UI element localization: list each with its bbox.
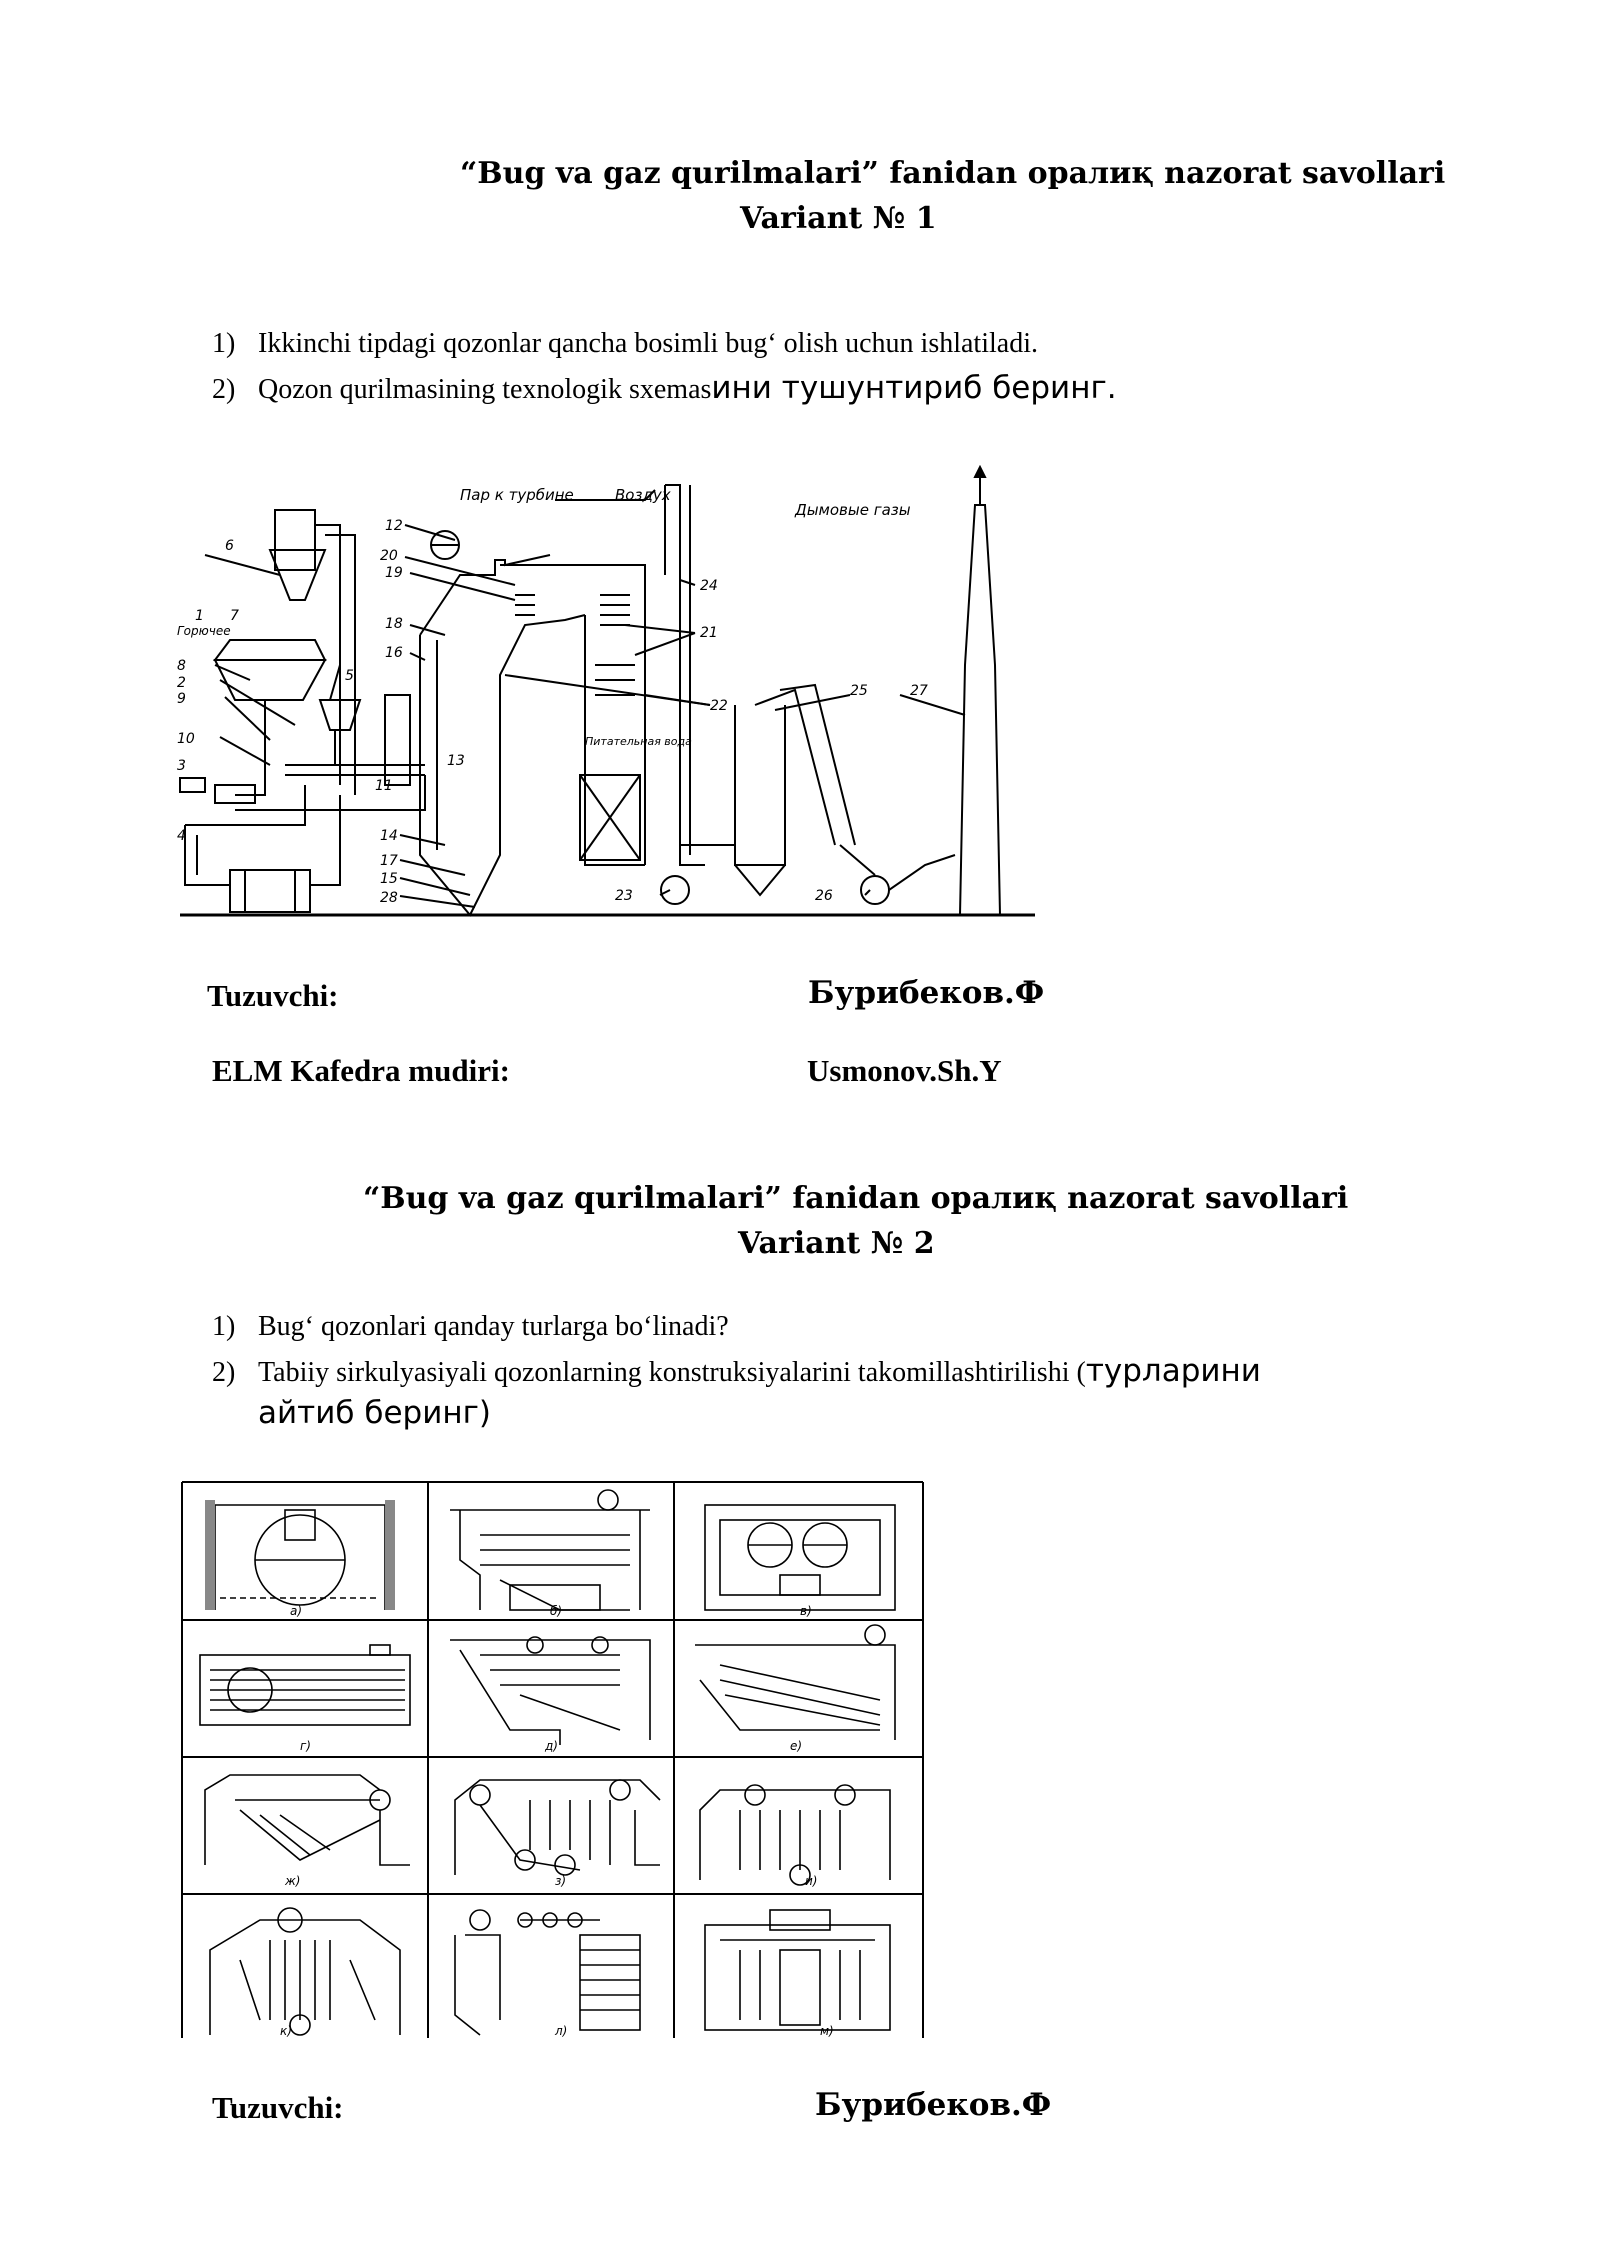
question-text: Qozon qurilmasining texnologik sxemas — [258, 374, 712, 405]
num-1: 1 — [195, 608, 204, 624]
question-text-cyrillic: айтиб беринг) — [258, 1395, 491, 1431]
num-17: 17 — [380, 853, 398, 869]
question-number: 1) — [212, 1311, 236, 1342]
label-feed-water: Питательная вода — [585, 735, 692, 748]
num-19: 19 — [385, 565, 403, 581]
num-13: 13 — [447, 753, 465, 769]
variant1-head-name: Usmonov.Sh.Y — [807, 1053, 1002, 1088]
question-text-cyrillic: турларини — [1085, 1353, 1261, 1389]
num-4: 4 — [177, 828, 186, 844]
num-11: 11 — [375, 778, 393, 794]
question-text: Tabiiy sirkulyasiyali qozonlarning konstruksiyalarini takomillashtirilishi ( — [258, 1357, 1086, 1388]
variant1-question-1 — [212, 328, 1038, 360]
grid-label-v: в) — [800, 1604, 812, 1618]
variant1-question-2 — [212, 370, 1117, 406]
variant2-author-name: Бурибеков.Ф — [815, 2087, 1052, 2123]
variant2-question-2 — [212, 1353, 1261, 1389]
num-8: 8 — [177, 658, 186, 674]
variant2-title: “Bug va gaz qurilmalari” fanidan оралиқ nazorat savollari — [363, 1181, 1349, 1216]
num-26: 26 — [815, 888, 833, 904]
num-20: 20 — [380, 548, 398, 564]
label-flue-gases: Дымовые газы — [795, 501, 911, 519]
variant1-author-name: Бурибеков.Ф — [808, 975, 1045, 1011]
num-16: 16 — [385, 645, 403, 661]
grid-label-z: з) — [555, 1874, 567, 1888]
grid-label-g: г) — [300, 1739, 311, 1753]
question-text: Ikkinchi tipdagi qozonlar qancha bosimli bug‘ olish uchun ishlatiladi. — [258, 328, 1038, 359]
num-5: 5 — [345, 668, 354, 684]
label-air: Воздух — [615, 486, 671, 504]
boiler-types-grid — [180, 1480, 925, 2040]
grid-label-l: л) — [555, 2024, 568, 2038]
question-number: 2) — [212, 1357, 236, 1388]
label-steam-to-turbine: Пар к турбине — [460, 486, 574, 504]
grid-label-zh: ж) — [285, 1874, 301, 1888]
num-21: 21 — [700, 625, 718, 641]
grid-label-k: к) — [280, 2024, 292, 2038]
label-fuel: Горючее — [177, 624, 231, 638]
num-2: 2 — [177, 675, 186, 691]
variant2-question-1 — [212, 1311, 729, 1343]
variant2-author-label: Tuzuvchi: — [212, 2090, 344, 2125]
num-22: 22 — [710, 698, 728, 714]
num-7: 7 — [230, 608, 239, 624]
num-24: 24 — [700, 578, 718, 594]
num-10: 10 — [177, 731, 195, 747]
num-23: 23 — [615, 888, 633, 904]
num-27: 27 — [910, 683, 928, 699]
variant2-question-2-continuation — [258, 1395, 491, 1431]
boiler-plant-diagram — [175, 465, 1045, 925]
grid-label-a: а) — [290, 1604, 303, 1618]
num-28: 28 — [380, 890, 398, 906]
num-12: 12 — [385, 518, 403, 534]
grid-label-d: д) — [545, 1739, 558, 1753]
grid-label-e: е) — [790, 1739, 803, 1753]
variant1-subtitle: Variant № 1 — [740, 201, 937, 236]
variant2-subtitle: Variant № 2 — [738, 1226, 935, 1261]
num-14: 14 — [380, 828, 398, 844]
variant1-head-label: ELM Kafedra mudiri: — [212, 1053, 510, 1088]
num-9: 9 — [177, 691, 186, 707]
grid-label-b: б) — [550, 1604, 563, 1618]
question-text: Bug‘ qozonlari qanday turlarga bo‘linadi? — [258, 1311, 729, 1342]
grid-label-m: м) — [820, 2024, 834, 2038]
variant1-author-label: Tuzuvchi: — [207, 978, 339, 1013]
variant1-title: “Bug va gaz qurilmalari” fanidan оралиқ nazorat savollari — [460, 156, 1446, 191]
question-number: 2) — [212, 374, 236, 405]
num-25: 25 — [850, 683, 868, 699]
num-6: 6 — [225, 538, 234, 554]
num-3: 3 — [177, 758, 186, 774]
num-15: 15 — [380, 871, 398, 887]
num-18: 18 — [385, 616, 403, 632]
question-text-cyrillic: ини тушунтириб беринг. — [711, 370, 1117, 406]
grid-label-i: и) — [805, 1874, 818, 1888]
question-number: 1) — [212, 328, 236, 359]
